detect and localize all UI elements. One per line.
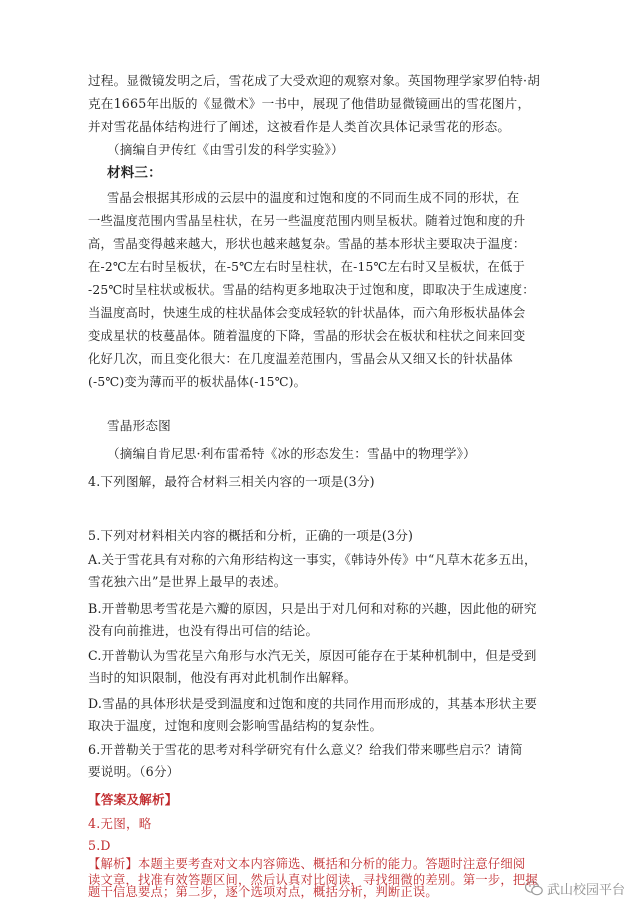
analysis-line: 题干信息要点；第二步，逐个选项对点，概括分析，判断正误。 [88,885,438,899]
question-6: 6.开普勒关于雪花的思考对科学研究有什么意义？给我们带来哪些启示？请简 [88,742,523,757]
paragraph-line: 过程。显微镜发明之后，雪花成了大受欢迎的观察对象。英国物理学家罗伯特·胡 [88,73,540,88]
source-citation: （摘编自肯尼思·利布雷希特《冰的形态发生：雪晶中的物理学》） [107,446,476,461]
analysis-line: 【解析】本题主要考查对文本内容筛选、概括和分析的能力。答题时注意仔细阅 [88,857,526,871]
analysis-line: 读文章，找准有效答题区间，然后认真对比阅读，寻找细微的差别。第一步，把握 [88,873,538,887]
paragraph-line: 高，雪晶变得越来越大，形状也越来越复杂。雪晶的基本形状主要取决于温度： [88,237,526,251]
paragraph-line: 一些温度范围内雪晶呈柱状，在另一些温度范围内则呈板状。随着过饱和度的升 [88,214,526,228]
option-d: 取决于温度，过饱和度则会影响雪晶结构的复杂性。 [88,718,383,733]
option-c: 当时的知识限制，他没有再对此机制作出解释。 [88,670,357,685]
paragraph-line: 克在1665年出版的《显微术》一书中，展现了他借助显微镜画出的雪花图片， [88,96,531,111]
question-4: 4.下列图解，最符合材料三相关内容的一项是(3分) [88,474,375,489]
figure-caption: 雪晶形态图 [107,418,171,433]
paragraph-line: -25℃时呈柱状或板状。雪晶的结构更多地取决于过饱和度，即取决于生成速度： [88,283,535,297]
question-5: 5.下列对材料相关内容的概括和分析，正确的一项是(3分) [88,528,414,543]
answer-5: 5.D [88,838,111,853]
option-d: D.雪晶的具体形状是受到温度和过饱和度的共同作用而形成的，其基本形状主要 [88,696,538,711]
watermark-text: 武山校园平台 [546,883,625,898]
paragraph-line: 变成星状的枝蔓晶体。随着温度的下降，雪晶的形状会在板状和柱状之间来回变 [88,329,526,343]
option-c: C.开普勒认为雪花呈六角形与水汽无关，原因可能存在于某种机制中，但是受到 [88,648,537,663]
paragraph-line: 化好几次，而且变化很大：在几度温差范围内，雪晶会从又细又长的针状晶体 [88,352,513,366]
paragraph-line: 当温度高时，快速生成的柱状晶体会变成轻软的针状晶体，而六角形板状晶体会 [88,306,526,320]
answer-header: 【答案及解析】 [88,792,178,807]
paragraph-line: (-5℃)变为薄而平的板状晶体(-15℃)。 [88,375,307,389]
paragraph-line: 并对雪花晶体结构进行了阐述，这被看作是人类首次具体记录雪花的形态。 [88,119,511,134]
option-b: 没有向前推进，也没有得出可信的结论。 [88,623,319,638]
answer-4: 4.无图，略 [88,816,152,831]
option-a: A.关于雪花具有对称的六角形结构这一事实，《韩诗外传》中“凡草木花多五出， [88,552,537,567]
question-6: 要说明。（6分） [88,764,180,779]
paragraph-line: 雪晶会根据其形成的云层中的温度和过饱和度的不同而生成不同的形状，在 [107,191,520,205]
watermark [525,879,625,898]
section-heading: 材料三： [107,165,162,181]
source-citation: （摘编自尹传红《由雪引发的科学实验》） [107,142,344,157]
option-a: 雪花独六出”是世界上最早的表述。 [88,574,287,589]
option-b: B.开普勒思考雪花是六瓣的原因，只是出于对几何和对称的兴趣，因此他的研究 [88,601,537,616]
paragraph-line: 在-2℃左右时呈板状，在-5℃左右时呈柱状，在-15℃左右时又呈板状，在低于 [88,260,525,274]
